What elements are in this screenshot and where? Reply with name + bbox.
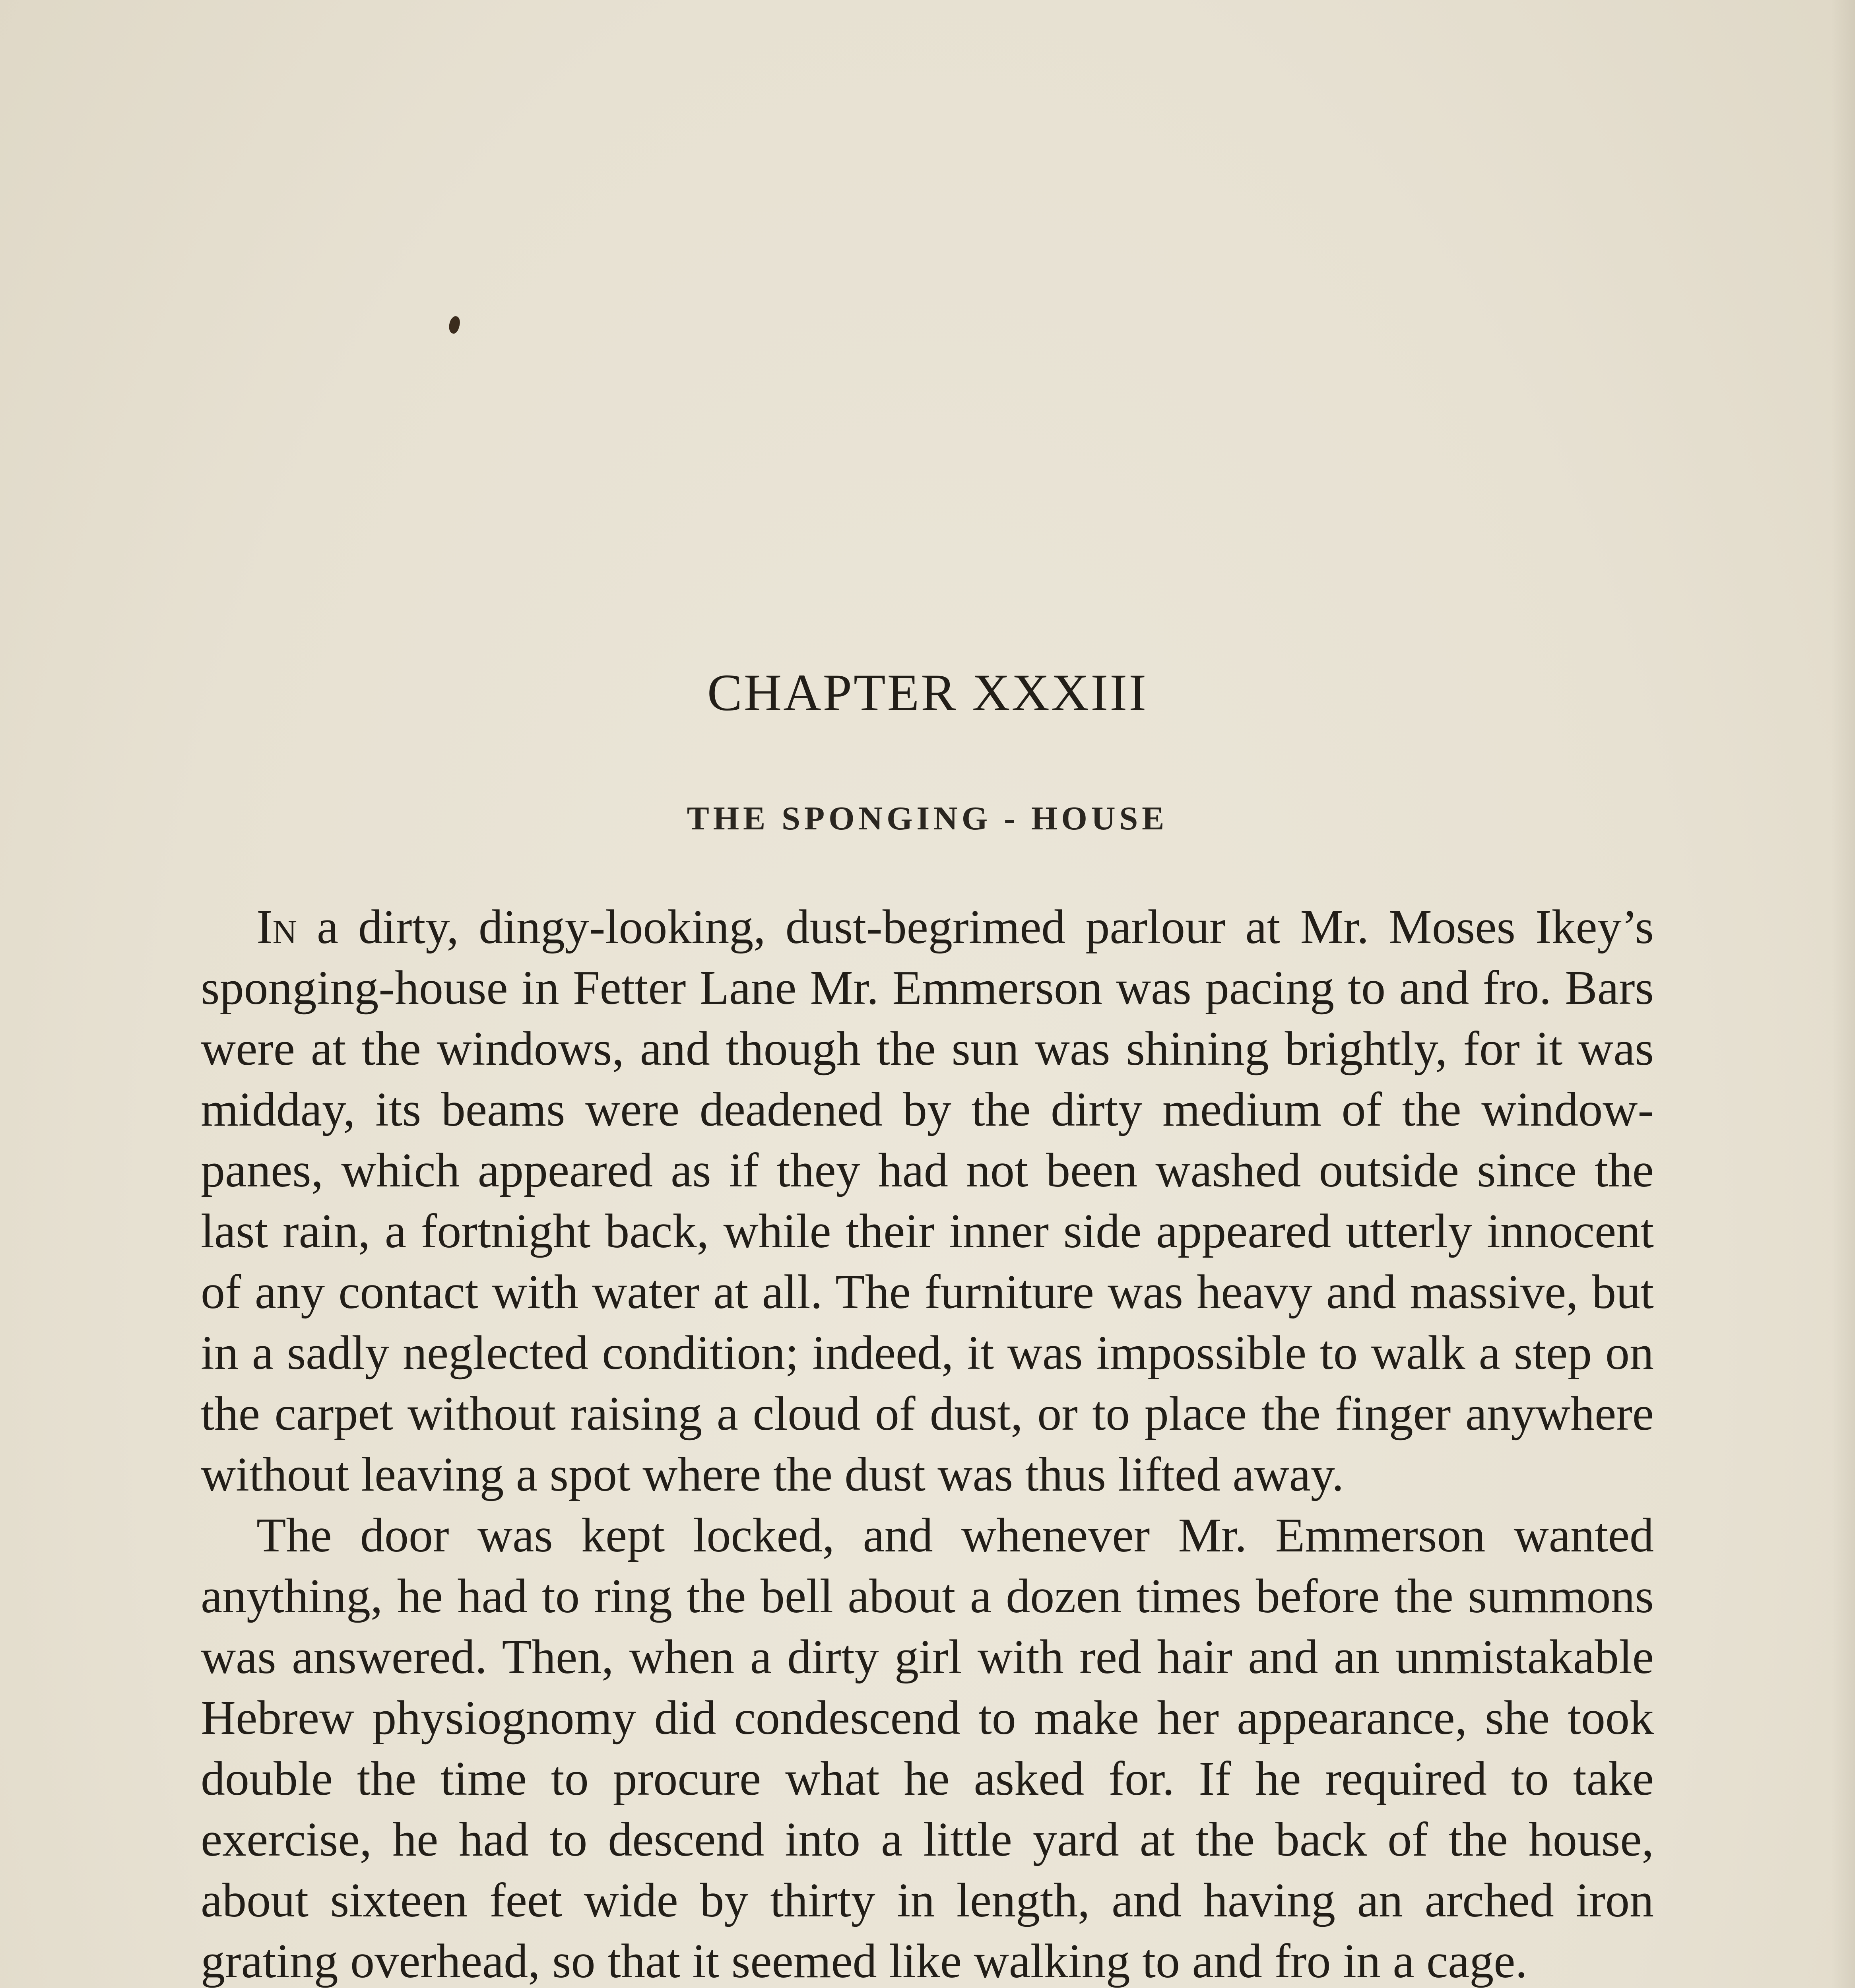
page-edge-shadow xyxy=(1831,0,1855,1988)
paragraph-initial: In xyxy=(256,900,297,954)
paragraph-text: a dirty, dingy-looking, dust-begrimed parlour at Mr. Moses Ikey’s sponging-house in Fetter Lane Mr. Emmerson was pacing to and fro. Bars were at the windows, and though the sun was shining brightly, for it was midday, its beams were deadened by the dirty medium of the window-panes, which appeared as if they had not been washed outside since the last rain, a fortnight back, while their inner side appeared utterly innocent of any contact with water at all. The furniture was heavy and massive, but in a sadly neglected condition; indeed, it was impossible to walk a step on the carpet without raising a cloud of dust, or to place the finger anywhere without leaving a spot where the dust was thus lifted away. xyxy=(201,900,1654,1501)
chapter-heading: CHAPTER XXXIII xyxy=(707,663,1148,722)
paragraph xyxy=(201,897,1654,1505)
body-text xyxy=(201,897,1654,1988)
paragraph: The door was kept locked, and whenever Mr. Emmerson wanted anything, he had to ring the bell about a dozen times before the summons was answered. Then, when a dirty girl with red hair and an unmistakable Hebrew physiognomy did condescend to make her appearance, she took double the time to procure what he asked for. If he required to take exercise, he had to descend into a little yard at the back of the house, about sixteen feet wide by thirty in length, and having an arched iron grating overhead, so that it seemed like walking to and fro in a cage. xyxy=(201,1508,1654,1988)
ink-blot xyxy=(447,315,462,335)
section-title: THE SPONGING - HOUSE xyxy=(687,800,1168,837)
